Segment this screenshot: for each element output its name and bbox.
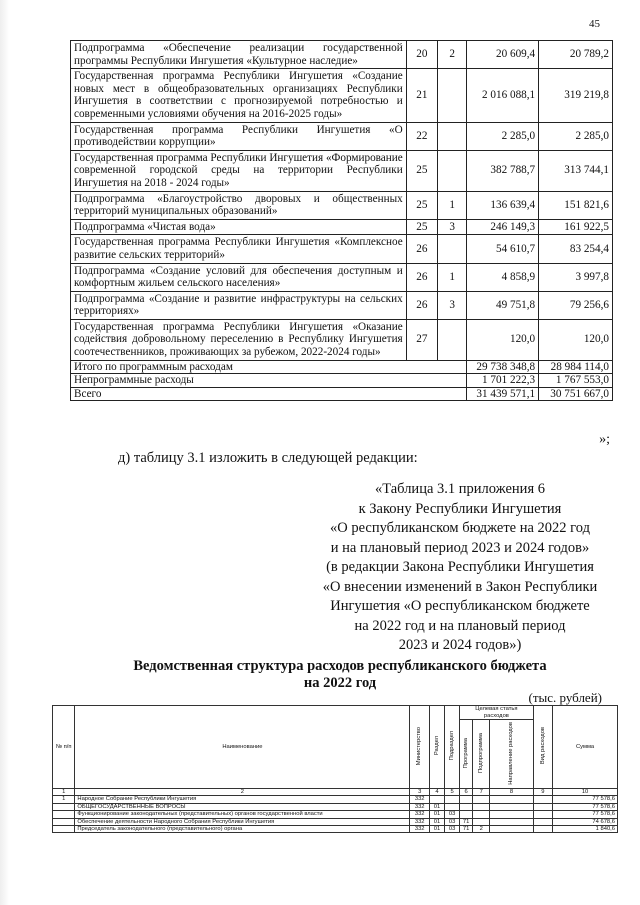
cell-subprog bbox=[473, 796, 490, 803]
amount-2022: 4 858,9 bbox=[467, 263, 539, 291]
departmental-structure-table bbox=[52, 705, 618, 833]
amount-2022: 246 149,3 bbox=[467, 219, 539, 235]
header-subsection: Подраздел bbox=[448, 731, 455, 761]
amount-2022: 120,0 bbox=[467, 319, 539, 360]
program-row bbox=[71, 41, 613, 69]
table-title-line-1: Ведомственная структура расходов республиканского бюджета bbox=[133, 658, 547, 674]
subprogram-code bbox=[438, 319, 467, 360]
table-title bbox=[90, 658, 590, 692]
subprogram-code: 2 bbox=[438, 41, 467, 69]
annex-line: «Таблица 3.1 приложения 6 bbox=[375, 481, 545, 497]
header-type: Вид расходов bbox=[539, 727, 546, 765]
header-sum: Сумма bbox=[553, 706, 618, 789]
annex-line: «О внесении изменений в Закон Республики bbox=[322, 578, 598, 595]
header-direction: Направление расходов bbox=[508, 721, 515, 785]
cell-sum: 77 578,6 bbox=[553, 811, 618, 818]
total-2023: 30 751 667,0 bbox=[539, 387, 613, 401]
cell-min: 332 bbox=[410, 818, 429, 825]
header-num: № п/п bbox=[53, 706, 75, 789]
amount-2022: 54 610,7 bbox=[467, 235, 539, 263]
cell-num: 1 bbox=[53, 796, 75, 803]
total-name: Непрограммные расходы bbox=[71, 374, 467, 388]
cell-type bbox=[533, 796, 552, 803]
program-row bbox=[71, 219, 613, 235]
column-numbers-row bbox=[53, 789, 618, 796]
subprogram-code: 3 bbox=[438, 219, 467, 235]
cell-min: 332 bbox=[410, 803, 429, 810]
subprogram-code: 3 bbox=[438, 291, 467, 319]
cell-prog: 71 bbox=[460, 818, 473, 825]
cell-sub bbox=[445, 796, 460, 803]
amount-2023: 319 219,8 bbox=[539, 69, 613, 122]
program-code: 25 bbox=[406, 219, 437, 235]
program-row bbox=[71, 263, 613, 291]
expense-row bbox=[53, 826, 618, 833]
amount-2023: 79 256,6 bbox=[539, 291, 613, 319]
cell-name: Председатель законодательного (представительного) органа bbox=[75, 826, 410, 833]
cell-num bbox=[53, 826, 75, 833]
cell-sub: 03 bbox=[445, 818, 460, 825]
cell-sub: 03 bbox=[445, 826, 460, 833]
cell-name: Обеспечение деятельности Народного Собрания Республики Ингушетия bbox=[75, 818, 410, 825]
annex-line: «О республиканском бюджете на 2022 год bbox=[330, 520, 590, 536]
program-name: Государственная программа Республики Ингушетия «О противодействии коррупции» bbox=[71, 122, 407, 150]
cell-type bbox=[533, 826, 552, 833]
program-name: Государственная программа Республики Ингушетия «Комплексное развитие сельских территорий» bbox=[71, 235, 407, 263]
cell-sub: 03 bbox=[445, 811, 460, 818]
total-2022: 31 439 571,1 bbox=[467, 387, 539, 401]
subprogram-code bbox=[438, 122, 467, 150]
cell-prog bbox=[460, 811, 473, 818]
cell-min: 332 bbox=[410, 811, 429, 818]
program-code: 25 bbox=[406, 150, 437, 191]
cell-sum: 1 840,6 bbox=[553, 826, 618, 833]
column-number: 2 bbox=[75, 789, 410, 796]
cell-subprog bbox=[473, 818, 490, 825]
closing-quote: »; bbox=[599, 432, 610, 447]
cell-subprog: 2 bbox=[473, 826, 490, 833]
cell-sum: 74 678,6 bbox=[553, 818, 618, 825]
program-name: Государственная программа Республики Ингушетия «Оказание содействия добровольному переселению в Республику Ингушетия соотечественников, проживающих за рубежом, 2022-2024 годы» bbox=[71, 319, 407, 360]
program-name: Подпрограмма «Чистая вода» bbox=[71, 219, 407, 235]
total-row bbox=[71, 374, 613, 388]
subprogram-code bbox=[438, 69, 467, 122]
total-2022: 29 738 348,8 bbox=[467, 360, 539, 374]
cell-dir bbox=[490, 811, 533, 818]
expense-row bbox=[53, 803, 618, 810]
table-title-line-2: на 2022 год bbox=[303, 675, 377, 691]
column-number: 4 bbox=[429, 789, 444, 796]
total-row bbox=[71, 360, 613, 374]
cell-type bbox=[533, 818, 552, 825]
cell-subprog bbox=[473, 803, 490, 810]
subprogram-code bbox=[438, 235, 467, 263]
column-number: 9 bbox=[533, 789, 552, 796]
cell-name: Народное Собрание Республики Ингушетия bbox=[75, 796, 410, 803]
amount-2022: 136 639,4 bbox=[467, 191, 539, 219]
amount-2022: 20 609,4 bbox=[467, 41, 539, 69]
program-name: Подпрограмма «Благоустройство дворовых и общественных территорий муниципальных образований» bbox=[71, 191, 407, 219]
cell-dir bbox=[490, 826, 533, 833]
program-code: 20 bbox=[406, 41, 437, 69]
cell-sum: 77 578,6 bbox=[553, 796, 618, 803]
cell-prog bbox=[460, 803, 473, 810]
program-code: 26 bbox=[406, 235, 437, 263]
total-2022: 1 701 222,3 bbox=[467, 374, 539, 388]
program-row bbox=[71, 291, 613, 319]
amount-2023: 83 254,4 bbox=[539, 235, 613, 263]
cell-dir bbox=[490, 818, 533, 825]
cell-sec: 01 bbox=[429, 818, 444, 825]
cell-num bbox=[53, 811, 75, 818]
cell-sum: 77 578,6 bbox=[553, 803, 618, 810]
cell-sub bbox=[445, 803, 460, 810]
scan-edge bbox=[0, 0, 9, 905]
column-number: 5 bbox=[445, 789, 460, 796]
expense-row bbox=[53, 796, 618, 803]
program-code: 26 bbox=[406, 263, 437, 291]
program-row bbox=[71, 122, 613, 150]
subprogram-code: 1 bbox=[438, 191, 467, 219]
program-name: Государственная программа Республики Ингушетия «Формирование современной городской среды на территории Республики Ингушетия на 2018 - 2024 годы» bbox=[71, 150, 407, 191]
total-row bbox=[71, 387, 613, 401]
program-code: 21 bbox=[406, 69, 437, 122]
cell-sec: 01 bbox=[429, 811, 444, 818]
cell-name: ОБЩЕГОСУДАРСТВЕННЫЕ ВОПРОСЫ bbox=[75, 803, 410, 810]
expense-row bbox=[53, 811, 618, 818]
annex-line: на 2022 год и на плановый период bbox=[354, 617, 566, 634]
amount-2022: 2 285,0 bbox=[467, 122, 539, 150]
program-row bbox=[71, 235, 613, 263]
cell-dir bbox=[490, 803, 533, 810]
program-expenses-table bbox=[70, 40, 613, 401]
program-name: Государственная программа Республики Ингушетия «Создание новых мест в общеобразовательных организациях Республики Ингушетия в соответствии с прогнозируемой потребностью и современными условиями обучения на 2016-2025 годы» bbox=[71, 69, 407, 122]
header-name: Наименование bbox=[75, 706, 410, 789]
program-name: Подпрограмма «Создание условий для обеспечения доступным и комфортным жильем сельского населения» bbox=[71, 263, 407, 291]
program-row bbox=[71, 150, 613, 191]
program-name: Подпрограмма «Создание и развитие инфраструктуры на сельских территориях» bbox=[71, 291, 407, 319]
program-code: 26 bbox=[406, 291, 437, 319]
column-number: 8 bbox=[490, 789, 533, 796]
cell-type bbox=[533, 811, 552, 818]
program-code: 22 bbox=[406, 122, 437, 150]
cell-min: 332 bbox=[410, 826, 429, 833]
column-number: 1 bbox=[53, 789, 75, 796]
cell-name: Функционирование законодательных (представительных) органов государственной власти bbox=[75, 811, 410, 818]
total-2023: 1 767 553,0 bbox=[539, 374, 613, 388]
amount-2023: 151 821,6 bbox=[539, 191, 613, 219]
amount-2023: 313 744,1 bbox=[539, 150, 613, 191]
header-program: Программа bbox=[462, 737, 469, 769]
cell-num bbox=[53, 818, 75, 825]
amendment-instruction: д) таблицу 3.1 изложить в следующей редакции: bbox=[118, 450, 418, 466]
header-ministry: Министерство bbox=[416, 726, 423, 765]
program-code: 25 bbox=[406, 191, 437, 219]
unit-label: (тыс. рублей) bbox=[528, 690, 602, 705]
total-name: Итого по программным расходам bbox=[71, 360, 467, 374]
program-row bbox=[71, 319, 613, 360]
annex-line: (в редакции Закона Республики Ингушетия bbox=[326, 559, 594, 575]
column-number: 3 bbox=[410, 789, 429, 796]
header-target: Целевая статья расходов bbox=[460, 706, 533, 720]
header-subprogram: Подпрограмма bbox=[478, 732, 485, 773]
amount-2023: 161 922,5 bbox=[539, 219, 613, 235]
column-number: 7 bbox=[473, 789, 490, 796]
column-number: 10 bbox=[553, 789, 618, 796]
header-section: Раздел bbox=[433, 736, 440, 756]
cell-subprog bbox=[473, 811, 490, 818]
annex-line: Ингушетия «О республиканском бюджете bbox=[330, 598, 590, 614]
amount-2022: 382 788,7 bbox=[467, 150, 539, 191]
amount-2023: 120,0 bbox=[539, 319, 613, 360]
total-name: Всего bbox=[71, 387, 467, 401]
cell-type bbox=[533, 803, 552, 810]
expense-row bbox=[53, 818, 618, 825]
annex-line: и на плановый период 2023 и 2024 годов» bbox=[330, 539, 590, 556]
subprogram-code: 1 bbox=[438, 263, 467, 291]
amount-2023: 3 997,8 bbox=[539, 263, 613, 291]
cell-prog: 71 bbox=[460, 826, 473, 833]
subprogram-code bbox=[438, 150, 467, 191]
annex-line: к Закону Республики Ингушетия bbox=[358, 500, 562, 517]
cell-prog bbox=[460, 796, 473, 803]
amount-2023: 2 285,0 bbox=[539, 122, 613, 150]
program-code: 27 bbox=[406, 319, 437, 360]
cell-sec bbox=[429, 796, 444, 803]
cell-sec: 01 bbox=[429, 826, 444, 833]
amount-2023: 20 789,2 bbox=[539, 41, 613, 69]
total-2023: 28 984 114,0 bbox=[539, 360, 613, 374]
program-name: Подпрограмма «Обеспечение реализации государственной программы Республики Ингушетия «Культурное наследие» bbox=[71, 41, 407, 69]
annex-reference bbox=[300, 480, 620, 656]
annex-line: 2023 и 2024 годов») bbox=[398, 637, 522, 653]
cell-min: 332 bbox=[410, 796, 429, 803]
amount-2022: 49 751,8 bbox=[467, 291, 539, 319]
amount-2022: 2 016 088,1 bbox=[467, 69, 539, 122]
cell-num bbox=[53, 803, 75, 810]
cell-sec: 01 bbox=[429, 803, 444, 810]
cell-dir bbox=[490, 796, 533, 803]
program-row bbox=[71, 191, 613, 219]
page-number: 45 bbox=[589, 18, 600, 30]
column-number: 6 bbox=[460, 789, 473, 796]
program-row bbox=[71, 69, 613, 122]
